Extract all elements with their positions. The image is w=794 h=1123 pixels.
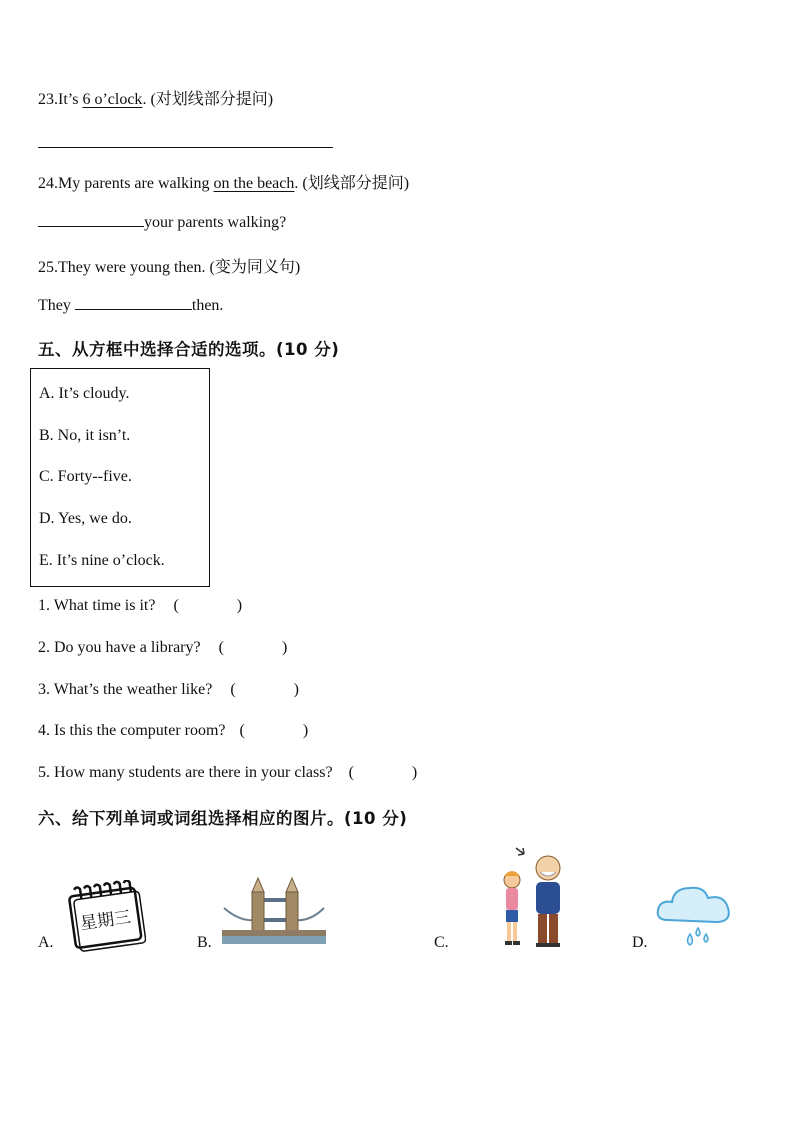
question-23 (38, 86, 273, 109)
question-25 (38, 254, 300, 277)
question-text: 2. Do you have a library? (38, 639, 201, 656)
question-instruction: . (划线部分提问) (294, 175, 410, 192)
question-text: My parents are walking (58, 175, 214, 192)
question-text: 5. How many students are there in your class? (38, 764, 333, 781)
answer-blank[interactable] (38, 212, 144, 227)
answer-paren-close: ) (411, 764, 418, 781)
calendar-text: 星期三 (79, 907, 133, 935)
question-instruction: . (对划线部分提问) (142, 91, 274, 108)
answer-paren-open: ( (348, 764, 354, 781)
options-box (30, 368, 210, 587)
section-5-question-3 (38, 681, 299, 699)
question-number: 25. (38, 259, 58, 276)
boy-and-grandpa-icon[interactable] (494, 842, 574, 950)
calendar-icon[interactable] (62, 880, 146, 952)
answer-paren-close: ) (293, 681, 299, 698)
section-5-heading: 五、从方框中选择合适的选项。(10 分) (38, 340, 340, 359)
question-number: 23. (38, 91, 58, 108)
answer-paren-close: ) (302, 722, 309, 739)
answer-paren-close: ) (281, 639, 288, 656)
question-text: 4. Is this the computer room? (38, 722, 226, 739)
section-6-heading: 六、给下列单词或词组选择相应的图片。(10 分) (38, 809, 408, 828)
picture-c-label: C. (434, 934, 449, 951)
answer-prefix: They (38, 297, 75, 314)
underlined-phrase: on the beach (213, 175, 295, 192)
answer-blank[interactable] (75, 295, 192, 310)
answer-suffix: then. (191, 297, 224, 314)
question-text: 3. What’s the weather like? (38, 681, 213, 698)
question-24 (38, 170, 409, 193)
answer-25 (38, 295, 223, 315)
picture-d-label: D. (632, 934, 648, 951)
option-b: B. No, it isn’t. (39, 427, 131, 444)
answer-paren-open: ( (218, 639, 224, 656)
answer-paren-close: ) (236, 597, 243, 614)
section-5-question-2 (38, 639, 287, 657)
answer-suffix: your parents walking? (144, 214, 287, 231)
option-c: C. Forty--five. (39, 468, 132, 485)
underlined-phrase: 6 o’clock (82, 91, 143, 108)
option-e: E. It’s nine o’clock. (39, 552, 165, 569)
answer-paren-open: ( (239, 722, 245, 739)
picture-a-label: A. (38, 934, 54, 951)
tower-bridge-icon[interactable] (222, 870, 326, 948)
section-5-question-1 (38, 597, 242, 615)
question-text: They were young then. (变为同义句) (58, 259, 301, 276)
picture-b-label: B. (197, 934, 212, 951)
answer-paren-open: ( (173, 597, 179, 614)
answer-24 (38, 212, 286, 232)
rain-cloud-icon[interactable] (654, 876, 732, 950)
answer-paren-open: ( (230, 681, 236, 698)
option-d: D. Yes, we do. (39, 510, 132, 527)
question-number: 24. (38, 175, 58, 192)
question-text: 1. What time is it? (38, 597, 156, 614)
section-5-question-4 (38, 722, 308, 740)
answer-line[interactable] (38, 147, 333, 148)
question-text: It’s (58, 91, 83, 108)
section-5-question-5 (38, 764, 417, 782)
option-a: A. It’s cloudy. (39, 385, 130, 402)
